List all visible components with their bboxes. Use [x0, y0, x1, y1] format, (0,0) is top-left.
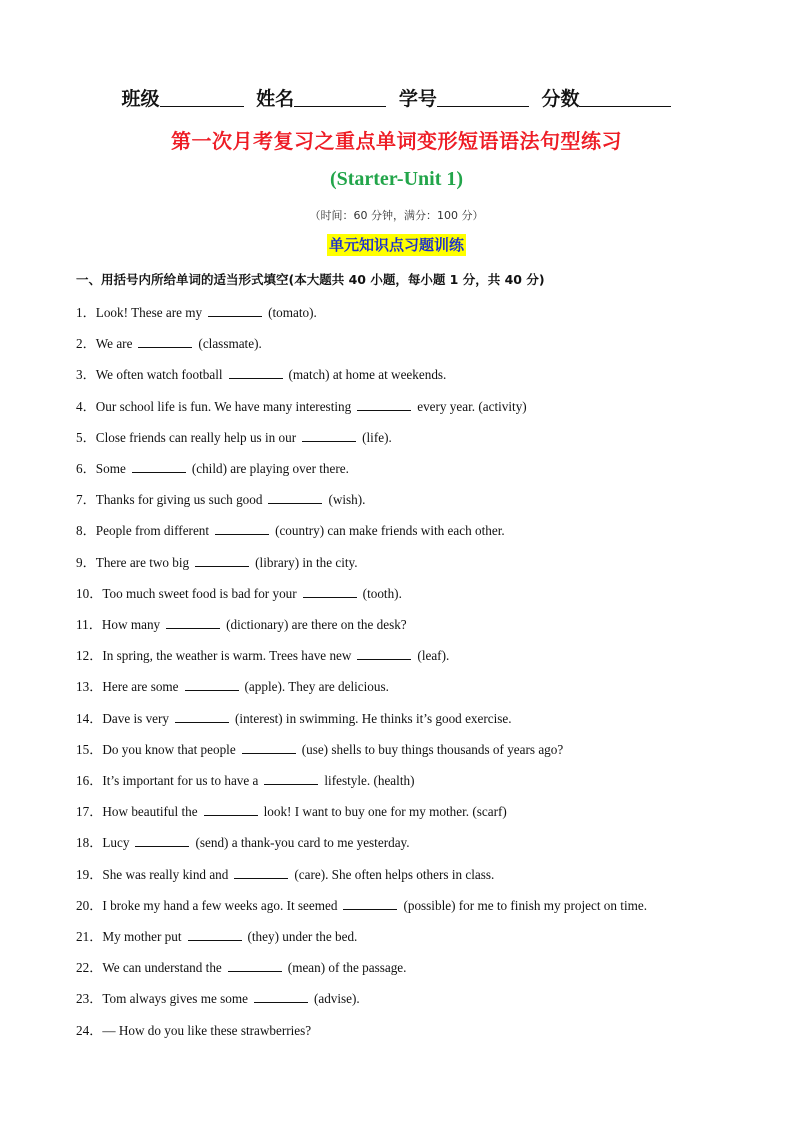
- name-blank[interactable]: [294, 88, 386, 107]
- student-info-line: [0, 84, 793, 111]
- answer-blank[interactable]: [229, 366, 283, 379]
- question-text-before: Do you know that people: [102, 741, 236, 757]
- part1-heading: 一、用括号内所给单词的适当形式填空(本大题共 40 小题，每小题 1 分，共 40 分): [76, 272, 545, 287]
- question-number: 8．: [76, 523, 96, 539]
- question-number: 6．: [76, 461, 96, 476]
- question-item: [76, 1020, 311, 1039]
- question-number: 23．: [76, 991, 103, 1007]
- question-number: 2．: [76, 336, 96, 352]
- answer-blank[interactable]: [302, 429, 356, 442]
- question-number: 11．: [76, 617, 102, 632]
- answer-blank[interactable]: [135, 834, 189, 847]
- question-number: 10．: [76, 585, 103, 601]
- student-number-label: 学号: [398, 88, 437, 110]
- question-item: [76, 489, 365, 508]
- answer-blank[interactable]: [264, 772, 318, 785]
- question-number: 21．: [76, 929, 103, 944]
- question-item: [76, 614, 407, 633]
- question-item: [76, 864, 494, 883]
- question-text-after: lifestyle. (health): [324, 773, 415, 788]
- section-label: 单元知识点习题训练: [328, 236, 464, 254]
- question-item: [76, 832, 410, 851]
- question-text-before: Here are some: [102, 679, 179, 695]
- question-text-before: Too much sweet food is bad for your: [102, 585, 297, 601]
- question-number: 16．: [76, 773, 103, 788]
- question-item: [76, 708, 512, 727]
- score-label: 分数: [541, 88, 580, 110]
- question-text-before: Lucy: [102, 835, 130, 851]
- question-number: 22．: [76, 960, 103, 976]
- question-text-before: She was really kind and: [102, 866, 229, 882]
- question-text-before: How many: [101, 617, 161, 632]
- question-text-before: There are two big: [95, 554, 190, 570]
- question-text-before: It’s important for us to have a: [102, 773, 259, 788]
- time-note: （时间：60 分钟，满分：100 分）: [309, 209, 484, 222]
- section-label-box: [0, 234, 793, 255]
- question-item: [76, 583, 402, 602]
- answer-blank[interactable]: [234, 866, 288, 879]
- question-text-before: How beautiful the: [102, 804, 198, 820]
- question-number: 17．: [76, 804, 103, 820]
- answer-blank[interactable]: [185, 678, 239, 691]
- class-field[interactable]: [122, 84, 244, 111]
- class-blank[interactable]: [160, 88, 244, 107]
- question-text-before: We are: [95, 336, 133, 352]
- question-item: [76, 364, 446, 383]
- question-number: 5．: [76, 429, 96, 445]
- question-number: 24．: [76, 1022, 103, 1038]
- question-text-before: Look! These are my: [95, 305, 203, 320]
- answer-blank[interactable]: [204, 803, 258, 816]
- page-title: 第一次月考复习之重点单词变形短语语法句型练习: [171, 129, 622, 153]
- question-number: 1．: [76, 305, 96, 320]
- answer-blank[interactable]: [303, 585, 357, 598]
- question-item: [76, 333, 262, 352]
- question-text-after: (send) a thank-you card to me yesterday.: [195, 835, 410, 851]
- answer-blank[interactable]: [208, 304, 262, 317]
- answer-blank[interactable]: [132, 460, 186, 473]
- question-text-before: We can understand the: [102, 960, 222, 976]
- score-field[interactable]: [541, 84, 671, 111]
- question-text-after: (mean) of the passage.: [287, 960, 407, 976]
- answer-blank[interactable]: [357, 647, 411, 660]
- answer-blank[interactable]: [228, 959, 282, 972]
- question-number: 15．: [76, 741, 103, 757]
- question-number: 9．: [76, 554, 96, 570]
- answer-blank[interactable]: [242, 741, 296, 754]
- question-text-after: (country) can make friends with each other.: [275, 523, 505, 539]
- question-text-after: (tomato).: [268, 305, 317, 320]
- question-text-before: Thanks for giving us such good: [95, 492, 263, 508]
- question-number: 14．: [76, 710, 103, 726]
- question-item: [76, 988, 360, 1007]
- question-text-after: (advise).: [313, 991, 360, 1007]
- question-text-after: (library) in the city.: [255, 554, 358, 570]
- answer-blank[interactable]: [268, 491, 322, 504]
- question-text-after: (leaf).: [417, 648, 450, 664]
- answer-blank[interactable]: [175, 710, 229, 723]
- question-text-after: (wish).: [328, 492, 366, 508]
- question-text-after: (match) at home at weekends.: [288, 367, 447, 383]
- question-text-before: Close friends can really help us in our: [95, 429, 297, 445]
- question-item: [76, 552, 358, 571]
- student-number-field[interactable]: [399, 84, 529, 111]
- question-text-before: — How do you like these strawberries?: [102, 1022, 312, 1038]
- question-text-after: (dictionary) are there on the desk?: [226, 617, 407, 632]
- question-item: [76, 676, 389, 695]
- name-field[interactable]: [256, 84, 386, 111]
- question-item: [76, 957, 406, 976]
- answer-blank[interactable]: [343, 897, 397, 910]
- question-number: 12．: [76, 648, 103, 664]
- question-item: [76, 926, 357, 945]
- question-number: 4．: [76, 398, 96, 414]
- class-label: 班级: [121, 88, 160, 110]
- question-number: 13．: [76, 679, 103, 695]
- question-item: [76, 895, 647, 914]
- page-subtitle: (Starter-Unit 1): [329, 168, 464, 190]
- answer-blank[interactable]: [215, 522, 269, 535]
- answer-blank[interactable]: [357, 398, 411, 411]
- question-number: 7．: [76, 492, 96, 508]
- question-item: [76, 396, 527, 415]
- question-text-before: Tom always gives me some: [102, 991, 248, 1007]
- question-number: 19．: [76, 866, 103, 882]
- question-text-after: (possible) for me to finish my project on time.: [403, 897, 648, 913]
- question-text-before: Our school life is fun. We have many interesting: [95, 398, 352, 414]
- question-item: [76, 302, 317, 321]
- question-text-before: Some: [95, 461, 126, 476]
- question-text-after: (use) shells to buy things thousands of years ago?: [301, 741, 564, 757]
- question-text-after: (care). She often helps others in class.: [294, 866, 495, 882]
- question-item: [76, 645, 449, 664]
- question-number: 18．: [76, 835, 103, 851]
- question-text-after: look! I want to buy one for my mother. (scarf): [263, 804, 507, 820]
- question-text-after: (classmate).: [198, 336, 262, 352]
- question-text-before: Dave is very: [102, 710, 170, 726]
- question-item: [76, 458, 349, 477]
- answer-blank[interactable]: [195, 554, 249, 567]
- name-label: 姓名: [256, 88, 295, 110]
- answer-blank[interactable]: [138, 335, 192, 348]
- question-text-after: (they) under the bed.: [247, 929, 358, 944]
- question-number: 3．: [76, 367, 96, 383]
- question-text-after: every year. (activity): [417, 398, 527, 414]
- question-item: [76, 427, 392, 446]
- question-text-after: (interest) in swimming. He thinks it’s good exercise.: [235, 710, 512, 726]
- question-text-after: (tooth).: [362, 585, 402, 601]
- answer-blank[interactable]: [254, 990, 308, 1003]
- question-text-before: My mother put: [102, 929, 182, 944]
- answer-blank[interactable]: [188, 928, 242, 941]
- score-blank[interactable]: [579, 88, 671, 107]
- question-text-before: We often watch football: [95, 367, 223, 383]
- question-text-before: In spring, the weather is warm. Trees have new: [102, 648, 352, 664]
- question-number: 20．: [76, 897, 103, 913]
- question-text-before: People from different: [95, 523, 210, 539]
- answer-blank[interactable]: [166, 616, 220, 629]
- question-text-before: I broke my hand a few weeks ago. It seemed: [102, 897, 338, 913]
- question-text-after: (life).: [362, 429, 392, 445]
- question-item: [76, 770, 414, 789]
- student-number-blank[interactable]: [437, 88, 529, 107]
- question-item: [76, 801, 507, 820]
- question-item: [76, 520, 505, 539]
- question-text-after: (child) are playing over there.: [191, 461, 349, 476]
- question-item: [76, 739, 563, 758]
- question-text-after: (apple). They are delicious.: [244, 679, 389, 695]
